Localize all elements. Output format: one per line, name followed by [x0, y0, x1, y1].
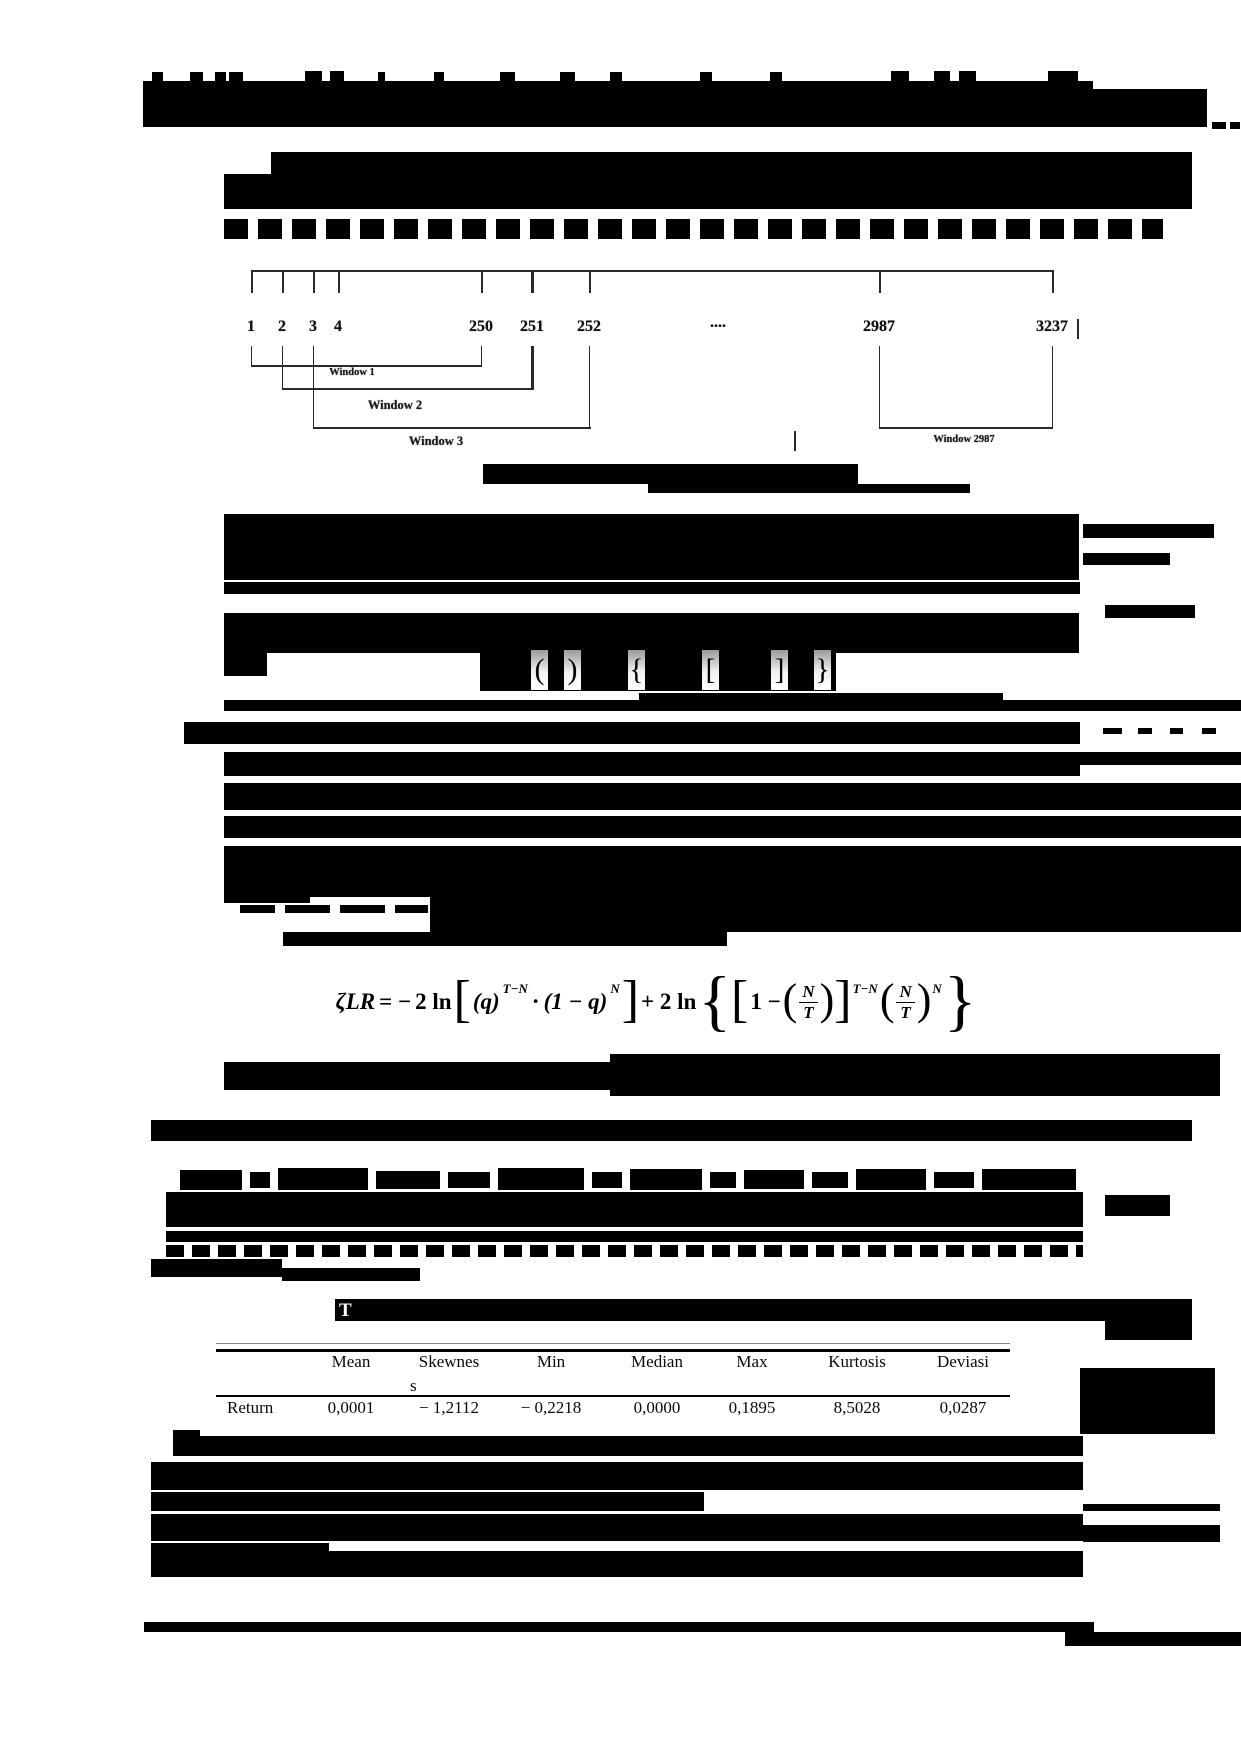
equation-fragment: ]	[771, 650, 788, 690]
redaction-dashed-line	[166, 1245, 1083, 1257]
redaction-bar	[224, 752, 1080, 776]
bracket-line	[481, 346, 482, 367]
margin-note-redaction	[1105, 605, 1195, 618]
redaction-dash	[240, 905, 275, 913]
tick-mark	[251, 270, 253, 293]
window2-bracket	[282, 388, 534, 390]
exponent-n2: N	[932, 981, 942, 996]
redacted-word	[592, 1172, 622, 1188]
redaction-block	[430, 897, 1241, 932]
margin-note-redaction	[1083, 1504, 1220, 1511]
redaction-bar	[224, 514, 1079, 580]
text-caret-artifact	[1077, 319, 1079, 339]
cell-kurtosis: 8,5028	[833, 1398, 881, 1417]
redaction-block	[151, 1514, 1083, 1541]
margin-note-redaction	[1080, 1368, 1215, 1434]
cell-median: 0,0000	[633, 1398, 681, 1417]
redaction-dash	[1230, 122, 1240, 129]
redacted-word	[278, 1168, 368, 1190]
bracket-line	[531, 346, 534, 390]
tick-label-252: 252	[577, 318, 601, 335]
bracket-line	[879, 346, 880, 429]
equation-fragment: )	[564, 650, 581, 690]
redacted-word	[934, 1172, 974, 1188]
redaction-bar	[224, 897, 310, 903]
equation-fragment: }	[814, 650, 831, 690]
cell-max: 0,1895	[728, 1398, 776, 1417]
redaction-bar	[610, 1054, 1220, 1096]
formula-plus-2ln: + 2 ln	[641, 989, 697, 1014]
separator-tick	[794, 431, 796, 451]
margin-note-redaction	[1202, 728, 1216, 734]
redaction-bar	[282, 1268, 420, 1281]
redaction-dashed-line	[224, 219, 1163, 239]
redaction-bar	[224, 174, 1192, 209]
redaction-dash	[285, 905, 330, 913]
window1-label: Window 1	[329, 367, 375, 378]
tick-label-4: 4	[334, 318, 342, 335]
redaction-dash	[1212, 122, 1226, 129]
col-header-mean: Mean	[331, 1352, 371, 1371]
formula-equals: = −	[379, 989, 412, 1014]
redaction-bar	[271, 152, 1192, 174]
bracket-line	[1052, 346, 1053, 429]
exponent-tn: T−N	[502, 981, 528, 996]
col-header-deviasi: Deviasi	[937, 1352, 989, 1371]
equation-fragment: [	[702, 650, 719, 690]
margin-note-redaction	[1080, 752, 1241, 765]
figure-caption-redaction	[483, 464, 858, 484]
tick-label-250: 250	[469, 318, 493, 335]
tick-label-2987: 2987	[863, 318, 895, 335]
formula-2ln: 2 ln	[415, 989, 452, 1014]
tick-mark	[338, 270, 340, 293]
redaction-dash	[340, 905, 385, 913]
redacted-word	[498, 1168, 584, 1190]
tick-mark	[531, 270, 534, 293]
equation-fragment: {	[628, 650, 645, 690]
formula-q: (q)	[472, 989, 500, 1014]
col-header-kurtosis: Kurtosis	[828, 1352, 886, 1371]
fraction-n-over-t: $\frac{N}{T}$	[798, 982, 818, 1023]
window2-label: Window 2	[367, 398, 423, 412]
formula-1minus: 1 −	[750, 989, 781, 1014]
figure-caption-redaction	[648, 484, 970, 493]
redaction-bar	[1093, 89, 1207, 127]
table-title-redaction	[335, 1299, 1192, 1321]
margin-note-redaction	[1105, 1307, 1192, 1340]
redacted-word	[180, 1170, 242, 1190]
footer-right-redaction	[1065, 1632, 1241, 1646]
formula-lhs: ζLR	[335, 989, 376, 1014]
window2987-label: Window 2987	[933, 434, 995, 445]
redaction-bar	[283, 932, 727, 946]
window3-label: Window 3	[408, 434, 464, 448]
margin-note-redaction	[1083, 1525, 1220, 1542]
redaction-bar	[224, 783, 1241, 810]
margin-note-redaction	[1105, 1195, 1170, 1216]
table-rule-mid	[216, 1395, 1010, 1397]
cell-skewness: − 1,2112	[419, 1398, 479, 1417]
rolling-window-diagram	[225, 262, 1105, 462]
formula-1mq: (1 − q)	[543, 989, 608, 1014]
equation-fragment: (	[531, 650, 548, 690]
redacted-word	[630, 1169, 702, 1190]
margin-note-redaction	[1138, 728, 1152, 734]
tick-mark	[589, 270, 591, 293]
redaction-bar	[151, 1120, 1192, 1141]
tick-label-dots: ....	[710, 314, 726, 331]
redaction-bar	[224, 582, 1080, 594]
redaction-block	[166, 1192, 1083, 1227]
tick-label-2: 2	[278, 318, 286, 335]
tick-mark	[1052, 270, 1054, 293]
redaction-bar	[143, 81, 1093, 127]
redaction-bar	[224, 816, 1241, 838]
redaction-bar	[224, 700, 1241, 711]
redaction-bar	[224, 613, 1079, 653]
tick-label-3237: 3237	[1036, 318, 1068, 335]
cell-min: − 0,2218	[520, 1398, 582, 1417]
redacted-word	[982, 1169, 1076, 1190]
exponent-tn2: T−N	[852, 981, 878, 996]
redaction-bar	[151, 1492, 704, 1511]
redacted-word	[250, 1172, 270, 1188]
bracket-line	[589, 346, 590, 429]
bracket-line	[282, 346, 283, 390]
margin-note-redaction	[1103, 728, 1122, 734]
tick-mark	[313, 270, 315, 293]
col-header-min: Min	[536, 1352, 566, 1371]
redaction-bar	[173, 1436, 1083, 1456]
redaction-bar	[166, 1231, 1083, 1242]
tick-mark	[481, 270, 483, 293]
row-label-return: Return	[227, 1398, 274, 1417]
formula-cdot: ·	[531, 989, 540, 1014]
table-title-visible-letter: T	[339, 1300, 352, 1321]
margin-note-redaction	[1083, 553, 1170, 565]
likelihood-ratio-formula: ζLR = − 2 ln [ (q) $^{T-N}$ · (1 − q) $^N$ ] + 2 ln { [ 1 − ( $\frac{N}{T}$ ) ] $^{T-N}$ ( $\frac{N}{T}$ ) $^N$ }	[335, 962, 977, 1038]
tick-label-3: 3	[309, 318, 317, 335]
col-header-skewness: Skewnes	[418, 1352, 480, 1371]
col-header-max: Max	[736, 1352, 768, 1371]
redacted-word	[856, 1169, 926, 1190]
footer-rule-redaction	[144, 1622, 1094, 1632]
redaction-block	[224, 846, 1241, 897]
redaction-bar	[151, 1543, 329, 1551]
redaction-stub	[224, 653, 267, 676]
window3-bracket	[313, 427, 591, 429]
redacted-word	[376, 1171, 440, 1189]
col-header-median: Median	[631, 1352, 683, 1371]
redaction-bar	[184, 722, 1080, 744]
redaction-bar	[151, 1259, 282, 1277]
margin-note-redaction	[1083, 524, 1214, 538]
exponent-n: N	[610, 981, 620, 996]
bracket-line	[251, 346, 252, 367]
redacted-word	[812, 1172, 848, 1188]
window2987-bracket	[879, 427, 1053, 429]
redacted-word	[448, 1172, 490, 1188]
tick-mark	[879, 270, 881, 293]
tick-mark	[282, 270, 284, 293]
redaction-bar	[224, 1062, 610, 1090]
tick-label-251: 251	[520, 318, 544, 335]
redacted-word	[710, 1172, 736, 1188]
redaction-block	[151, 1462, 1083, 1490]
margin-note-redaction	[1170, 728, 1183, 734]
redaction-dash	[395, 905, 428, 913]
cell-mean: 0,0001	[327, 1398, 375, 1417]
redaction-bar	[639, 693, 1003, 700]
fraction-n-over-t: $\frac{N}{T}$	[895, 982, 915, 1023]
col-header-skewness-wrap: s	[410, 1376, 417, 1395]
redacted-word	[744, 1170, 804, 1189]
axis-line	[251, 270, 1052, 272]
table-rule-top-thin	[216, 1343, 1010, 1344]
cell-deviasi: 0,0287	[939, 1398, 987, 1417]
redaction-block	[151, 1551, 1083, 1577]
tick-label-1: 1	[247, 318, 255, 335]
